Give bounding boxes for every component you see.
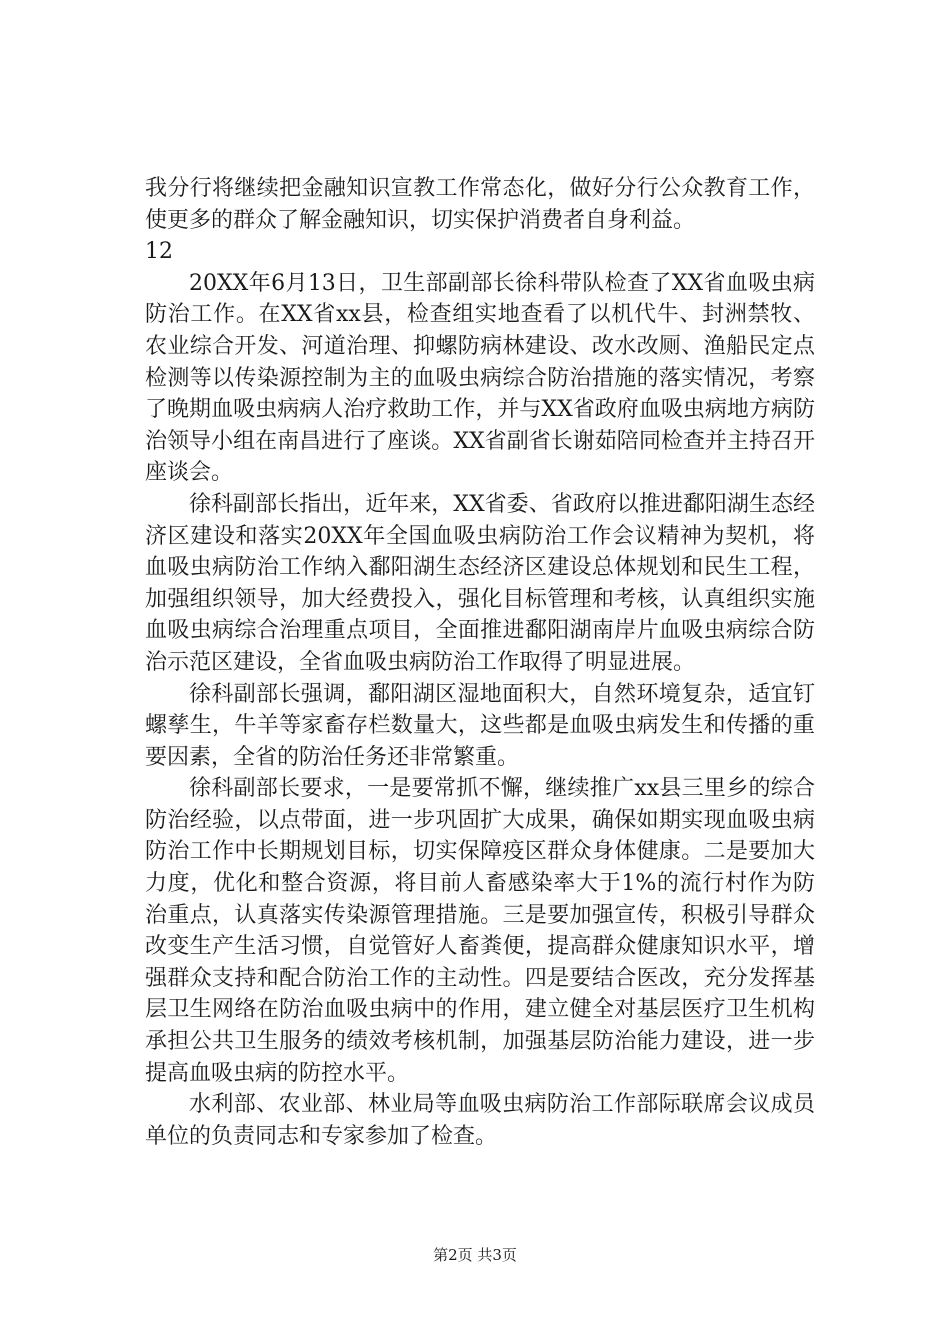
paragraph: 我分行将继续把金融知识宣教工作常态化，做好分行公众教育工作，使更多的群众了解金融知识，切实保护消费者自身利益。: [145, 176, 815, 233]
paragraph: 12: [145, 239, 173, 265]
paragraph: 20XX年6月13日，卫生部副部长徐科带队检查了XX省血吸虫病防治工作。在XX省xx县，检查组实地查看了以机代牛、封洲禁牧、农业综合开发、河道治理、抑螺防病林建设、改水改厕、渔船民定点检测等以传染源控制为主的血吸虫病综合防治措施的落实情况，考察了晚期血吸虫病病人治疗救助工作，并与XX省政府血吸虫病地方病防治领导小组在南昌进行了座谈。XX省副省长谢茹陪同检查并主持召开座谈会。: [145, 270, 815, 486]
document-body: [145, 173, 815, 1152]
paragraph: 徐科副部长强调，鄱阳湖区湿地面积大，自然环境复杂，适宜钉螺孳生，牛羊等家畜存栏数量大，这些都是血吸虫病发生和传播的重要因素，全省的防治任务还非常繁重。: [145, 681, 815, 770]
paragraph: 水利部、农业部、林业局等血吸虫病防治工作部际联席会议成员单位的负责同志和专家参加了检查。: [145, 1092, 815, 1149]
page-footer: 第2页 共3页: [433, 1246, 517, 1264]
paragraph: 徐科副部长要求，一是要常抓不懈，继续推广xx县三里乡的综合防治经验，以点带面，进一步巩固扩大成果，确保如期实现血吸虫病防治工作中长期规划目标，切实保障疫区群众身体健康。二是要加大力度，优化和整合资源，将目前人畜感染率大于1%的流行村作为防治重点，认真落实传染源管理措施。三是要加强宣传，积极引导群众改变生产生活习惯，自觉管好人畜粪便，提高群众健康知识水平，增强群众支持和配合防治工作的主动性。四是要结合医改，充分发挥基层卫生网络在防治血吸虫病中的作用，建立健全对基层医疗卫生机构承担公共卫生服务的绩效考核机制，加强基层防治能力建设，进一步提高血吸虫病的防控水平。: [145, 776, 815, 1086]
paragraph: 徐科副部长指出，近年来，XX省委、省政府以推进鄱阳湖生态经济区建设和落实20XX年全国血吸虫病防治工作会议精神为契机，将血吸虫病防治工作纳入鄱阳湖生态经济区建设总体规划和民生工程，加强组织领导，加大经费投入，强化目标管理和考核，认真组织实施血吸虫病综合治理重点项目，全面推进鄱阳湖南岸片血吸虫病综合防治示范区建设，全省血吸虫病防治工作取得了明显进展。: [145, 491, 815, 675]
